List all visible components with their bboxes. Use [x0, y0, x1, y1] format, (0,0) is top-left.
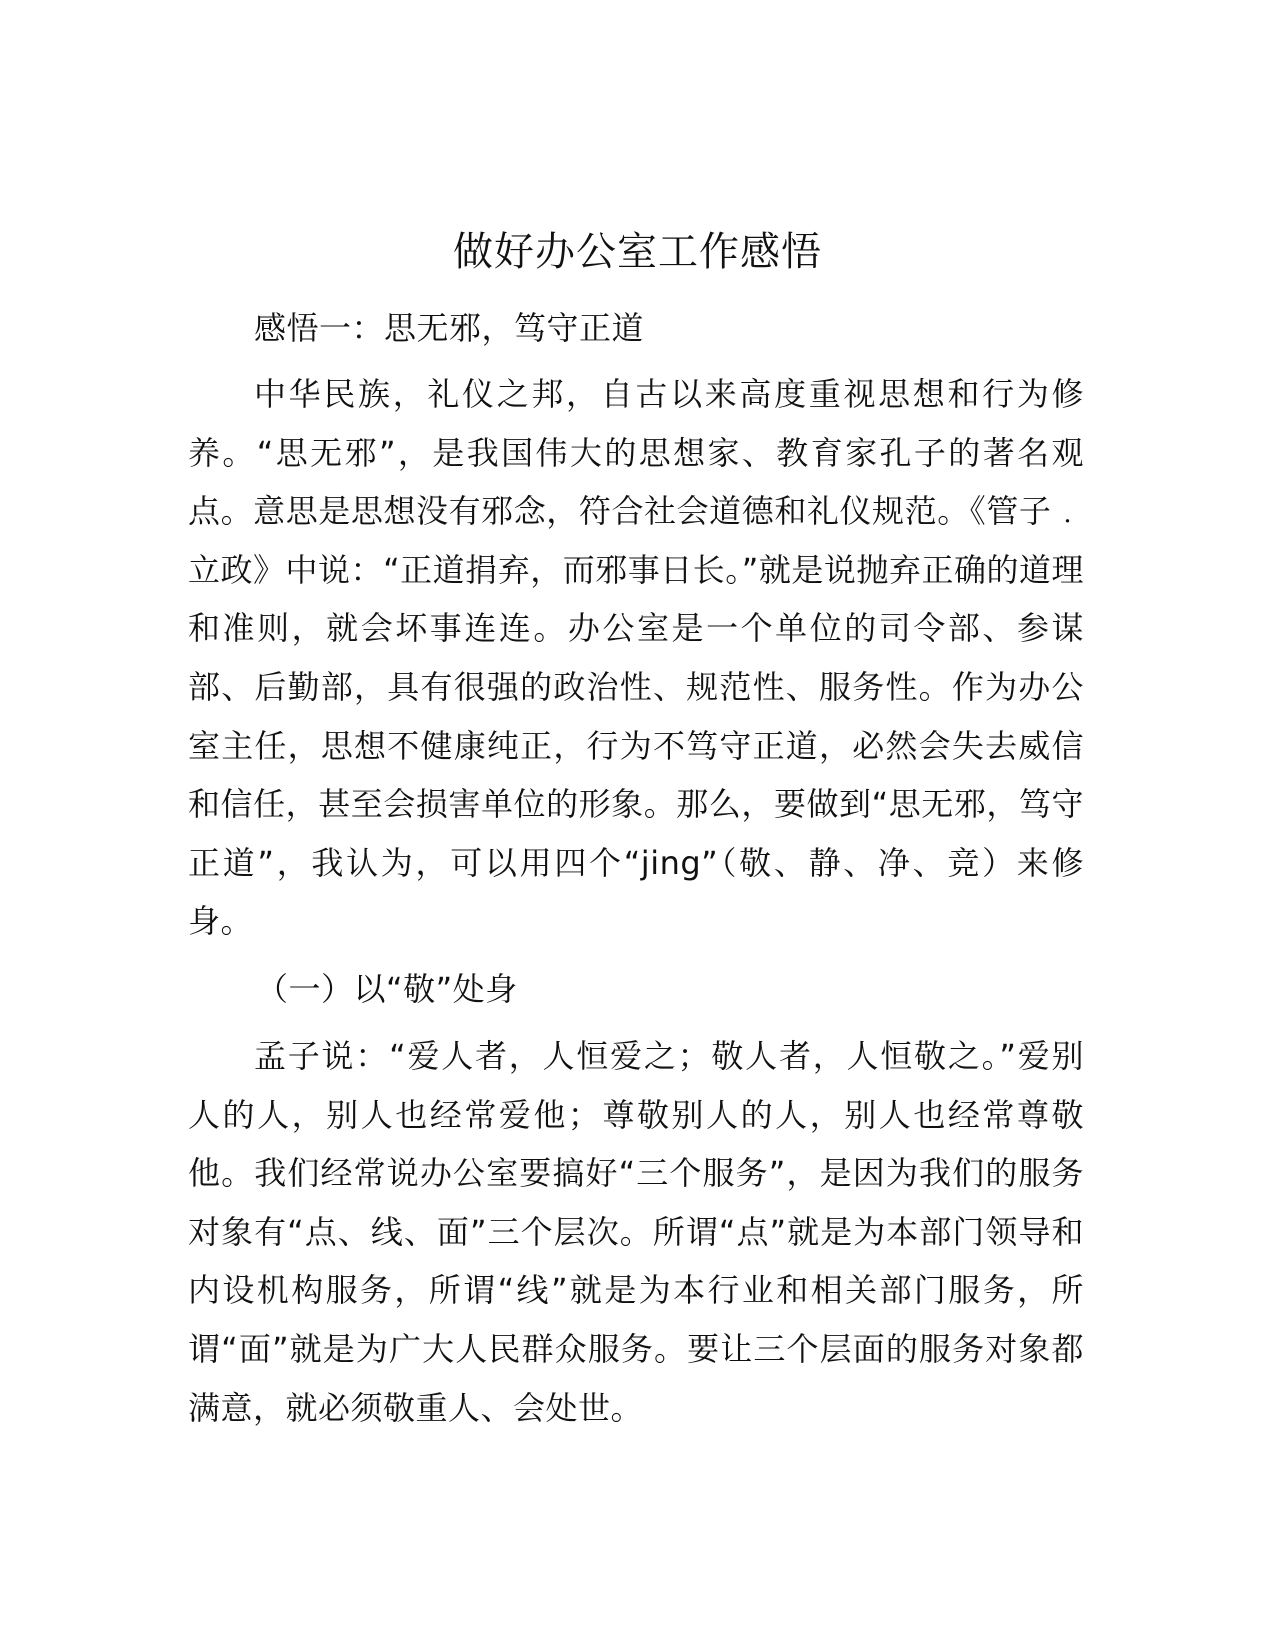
body-paragraph-2: 孟子说：“爱人者，人恒爱之；敬人者，人恒敬之。”爱别人的人，别人也经常爱他；尊敬别人的人，别人也经常尊敬他。我们经常说办公室要搞好“三个服务”，是因为我们的服务对象有“点、线、面”三个层次。所谓“点”就是为本部门领导和内设机构服务，所谓“线”就是为本行业和相关部门服务，所谓“面”就是为广大人民群众服务。要让三个层面的服务对象都满意，就必须敬重人、会处世。 — [188, 1037, 1084, 1427]
body-paragraph-1: 中华民族，礼仪之邦，自古以来高度重视思想和行为修养。“思无邪”，是我国伟大的思想家、教育家孔子的著名观点。意思是思想没有邪念，符合社会道德和礼仪规范。《管子﹒立政》中说：“正道捐弃，而邪事日长。”就是说抛弃正确的道理和准则，就会坏事连连。办公室是一个单位的司令部、参谋部、后勤部，具有很强的政治性、规范性、服务性。作为办公室主任，思想不健康纯正，行为不笃守正道，必然会失去威信和信任，甚至会损害单位的形象。那么，要做到“思无邪，笃守正道”，我认为，可以用四个“jing”（敬、静、净、竞）来修身。 — [188, 375, 1084, 941]
document-title: 做好办公室工作感悟 — [453, 229, 822, 275]
section-heading-1: 感悟一：思无邪，笃守正道 — [254, 309, 645, 347]
subsection-heading-1: （一）以“敬”处身 — [256, 970, 518, 1008]
